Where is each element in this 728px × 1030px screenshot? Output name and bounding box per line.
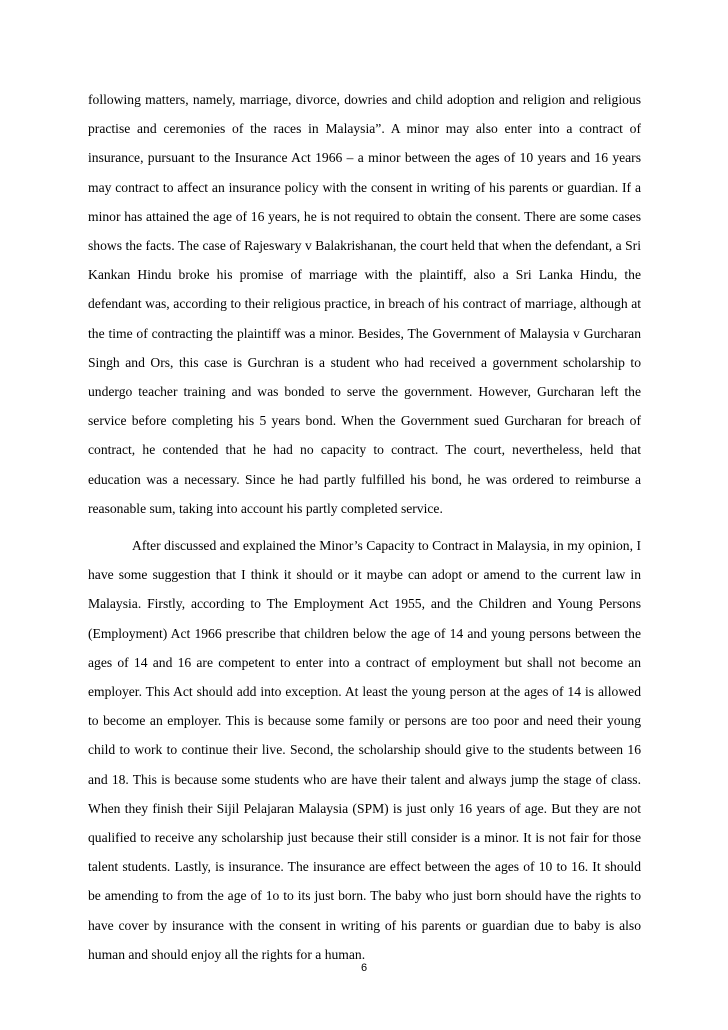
paragraph-2: After discussed and explained the Minor’s Capacity to Contract in Malaysia, in my opinion, I have some suggestion that I think it should or it maybe can adopt or amend to the current law in Malaysia. Firstly, according to The Employment Act 1955, and the Children and Young Persons (Employment) Act 1966 prescribe that children below the age of 14 and young persons between the ages of 14 and 16 are competent to enter into a contract of employment but shall not become an employer. This Act should add into exception. At least the young person at the ages of 14 is allowed to become an employer. This is because some family or persons are too poor and need their young child to work to continue their live. Second, the scholarship should give to the students between 16 and 18. This is because some students who are have their talent and always jump the stage of class. When they finish their Sijil Pelajaran Malaysia (SPM) is just only 16 years of age. But they are not qualified to receive any scholarship just because their still consider is a minor. It is not fair for those talent students. Lastly, is insurance. The insurance are effect between the ages of 10 to 16. It should be amending to from the age of 1o to its just born. The baby who just born should have the rights to have cover by insurance with the consent in writing of his parents or guardian due to baby is also human and should enjoy all the rights for a human. bbox=[88, 538, 641, 962]
body-text bbox=[88, 85, 641, 969]
paragraph-1: following matters, namely, marriage, divorce, dowries and child adoption and religion and religious practise and ceremonies of the races in Malaysia”. A minor may also enter into a contract of insurance, pursuant to the Insurance Act 1966 – a minor between the ages of 10 years and 16 years may contract to affect an insurance policy with the consent in writing of his parents or guardian. If a minor has attained the age of 16 years, he is not required to obtain the consent. There are some cases shows the facts. The case of Rajeswary v Balakrishanan, the court held that when the defendant, a Sri Kankan Hindu broke his promise of marriage with the plaintiff, also a Sri Lanka Hindu, the defendant was, according to their religious practice, in breach of his contract of marriage, although at the time of contracting the plaintiff was a minor. Besides, The Government of Malaysia v Gurcharan Singh and Ors, this case is Gurchran is a student who had received a government scholarship to undergo teacher training and was bonded to serve the government. However, Gurcharan left the service before completing his 5 years bond. When the Government sued Gurcharan for breach of contract, he contended that he had no capacity to contract. The court, nevertheless, held that education was a necessary. Since he had partly fulfilled his bond, he was ordered to reimburse a reasonable sum, taking into account his partly completed service. bbox=[88, 92, 641, 516]
page-number: 6 bbox=[360, 962, 368, 974]
